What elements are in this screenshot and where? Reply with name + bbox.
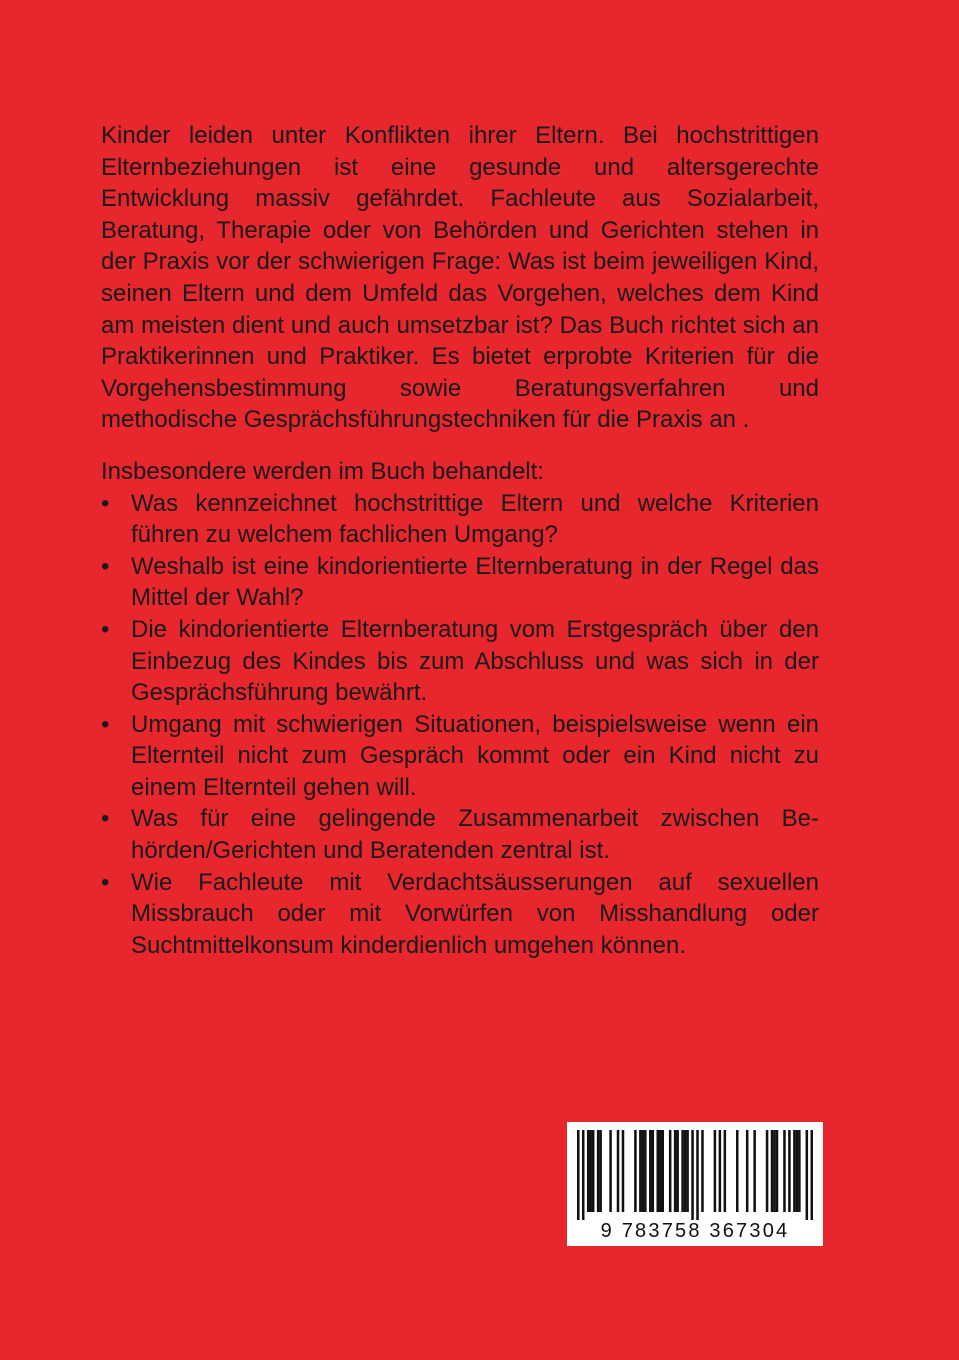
bullet-icon: • [101,615,110,643]
barcode-bar [684,1130,687,1212]
barcode-bar [773,1130,776,1212]
barcode-bar [771,1130,774,1212]
topics-list [101,488,819,962]
barcode-bar [639,1130,642,1212]
list-item [101,709,819,804]
barcode-bar [691,1130,694,1220]
barcode-bar [681,1130,684,1212]
topic-text: Was für eine gelingende Zusammenarbeit zwischen Behörden/Gerichten und Beratenden zentral ist. [131,805,819,865]
barcode-bar [783,1130,786,1212]
intro-paragraph: Kinder leiden unter Konflikten ihrer Eltern. Bei hochstrittigen Elternbeziehungen ist eine gesunde und altersgerechte Entwicklung massiv gefährdet. Fachleute aus Sozialarbeit, Beratung, Therapie oder von Behörden und Gerichten stehen in der Praxis vor der schwierigen Frage: Was ist beim jeweiligen Kind, seinen Eltern und dem Umfeld das Vorgehen, welches dem Kind am meisten dient und auch umsetzbar ist? Das Buch richtet sich an Praktikerinnen und Praktiker. Es bietet erprobte Kriterien für die Vorgehensbestimmung sowie Beratungsverfahren und methodische Gesprächsführungstechniken für die Praxis an . [101,122,819,434]
topic-text: Wie Fachleute mit Verdachtsäusserungen auf sexuellen Missbrauch oder mit Vorwürfen von Misshandlung oder Suchtmittelkonsum kinderdienlich umgehen können. [131,868,819,959]
topics-heading: Insbesondere werden im Buch behandelt: [101,457,544,485]
barcode-bar [806,1130,809,1220]
barcode-bar [714,1130,717,1212]
list-item [101,614,819,709]
isbn-barcode [567,1122,823,1246]
barcode-bar [788,1130,791,1212]
barcode-bar [644,1130,647,1212]
barcode-bar [686,1130,689,1212]
back-cover-text [101,120,819,961]
topic-text: Was kennzeichnet hochstrittige Eltern und welche Kriterien führen zu welchem fachlichen Umgang? [131,489,819,549]
barcode-bar [766,1130,769,1212]
barcode-bar [622,1130,625,1212]
topic-text: Umgang mit schwierigen Situationen, beispielsweise wenn ein Elternteil nicht zum Gespräch kommt oder ein Kind nicht zu einem Elternteil gehen will. [131,710,819,801]
barcode-bar [793,1130,796,1212]
barcode-bar [634,1130,637,1212]
barcode-bar [736,1130,739,1212]
barcode-bar [674,1130,677,1212]
barcode-bar [589,1130,592,1212]
list-item [101,551,819,614]
bullet-icon: • [101,710,110,738]
list-item [101,867,819,962]
barcode-bar [746,1130,749,1212]
barcode-bar [652,1130,655,1212]
barcode-bar [796,1130,799,1212]
list-item [101,488,819,551]
barcode-bar [642,1130,645,1212]
barcode-bar [592,1130,595,1212]
barcode-bar [724,1130,727,1212]
barcode-bar [656,1130,659,1212]
list-item [101,803,819,866]
barcode-bar [617,1130,620,1212]
barcode-bar [669,1130,672,1212]
barcode-bar [659,1130,662,1212]
barcode-bar [776,1130,779,1212]
barcode-bar [798,1130,801,1212]
barcode-digits: 9 783758 367304 [600,1220,790,1242]
barcode-bar [609,1130,612,1212]
barcode-bar [599,1130,602,1212]
barcode-bar [676,1130,679,1212]
barcode-bar [811,1130,813,1220]
barcode-bar [649,1130,652,1212]
barcode-bar [577,1130,580,1220]
topic-text: Die kindorientierte Elternberatung vom Erstgespräch über den Einbezug des Kindes bis zum Abschluss und was sich in der Gesprächsführung bewährt. [131,615,819,707]
topic-text: Weshalb ist eine kindorientierte Elternberatung in der Regel das Mittel der Wahl? [131,552,819,612]
barcode-bar [587,1130,590,1212]
barcode-bars [577,1130,813,1220]
barcode-bar [753,1130,756,1212]
barcode-bar [696,1130,699,1220]
barcode-bar [701,1130,704,1212]
bullet-icon: • [101,805,110,833]
bullet-icon: • [101,489,110,517]
barcode-bar [582,1130,585,1220]
barcode-bar [719,1130,722,1212]
bullet-icon: • [101,868,110,896]
barcode-bar [597,1130,600,1212]
barcode-bar [661,1130,664,1212]
bullet-icon: • [101,552,110,580]
